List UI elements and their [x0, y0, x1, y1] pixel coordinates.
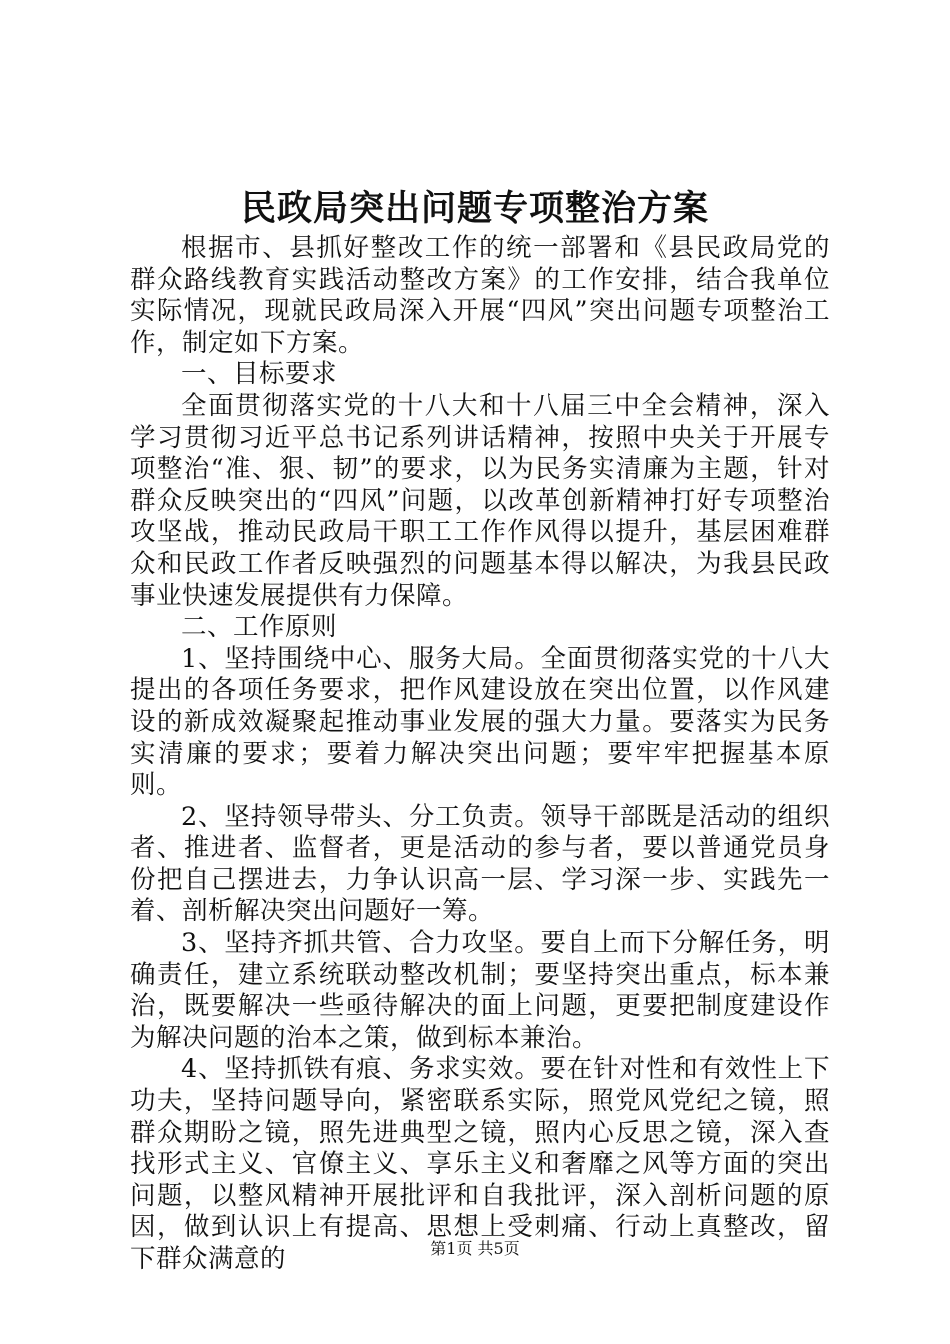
page-number-footer: 第1页 共5页 [430, 1239, 520, 1258]
goals-paragraph: 全面贯彻落实党的十八大和十八届三中全会精神，深入学习贯彻习近平总书记系列讲话精神，按照中央关于开展专项整治“准、狠、韧”的要求，以为民务实清廉为主题，针对群众反映突出的“四风”问题，以改革创新精神打好专项整治攻坚战，推动民政局干职工工作作风得以提升，基层困难群众和民政工作者反映强烈的问题基本得以解决，为我县民政事业快速发展提供有力保障。 [130, 390, 830, 611]
intro-paragraph: 根据市、县抓好整改工作的统一部署和《县民政局党的群众路线教育实践活动整改方案》的工作安排，结合我单位实际情况，现就民政局深入开展“四风”突出问题专项整治工作，制定如下方案。 [130, 233, 830, 358]
document-body [130, 233, 830, 1276]
principle-paragraph-3: 3、坚持齐抓共管、合力攻坚。要自上而下分解任务，明确责任，建立系统联动整改机制；要坚持突出重点，标本兼治，既要解决一些亟待解决的面上问题，更要把制度建设作为解决问题的治本之策，做到标本兼治。 [130, 928, 830, 1053]
document-title: 民政局突出问题专项整治方案 [240, 188, 709, 229]
principle-paragraph-1: 1、坚持围绕中心、服务大局。全面贯彻落实党的十八大提出的各项任务要求，把作风建设放在突出位置，以作风建设的新成效凝聚起推动事业发展的强大力量。要落实为民务实清廉的要求；要着力解决突出问题；要牢牢把握基本原则。 [130, 643, 830, 801]
section-heading-goals: 一、目标要求 [181, 359, 338, 390]
principle-paragraph-2: 2、坚持领导带头、分工负责。领导干部既是活动的组织者、推进者、监督者，更是活动的参与者，要以普通党员身份把自己摆进去，力争认识高一层、学习深一步、实践先一着、剖析解决突出问题好一筹。 [130, 801, 830, 927]
principle-paragraph-4: 4、坚持抓铁有痕、务求实效。要在针对性和有效性上下功夫，坚持问题导向，紧密联系实际，照党风党纪之镜，照群众期盼之镜，照先进典型之镜，照内心反思之镜，深入查找形式主义、官僚主义、享乐主义和奢靡之风等方面的突出问题，以整风精神开展批评和自我批评，深入剖析问题的原因，做到认识上有提高、思想上受刺痛、行动上真整改，留下群众满意的 [130, 1054, 830, 1274]
section-heading-principles: 二、工作原则 [181, 612, 338, 643]
